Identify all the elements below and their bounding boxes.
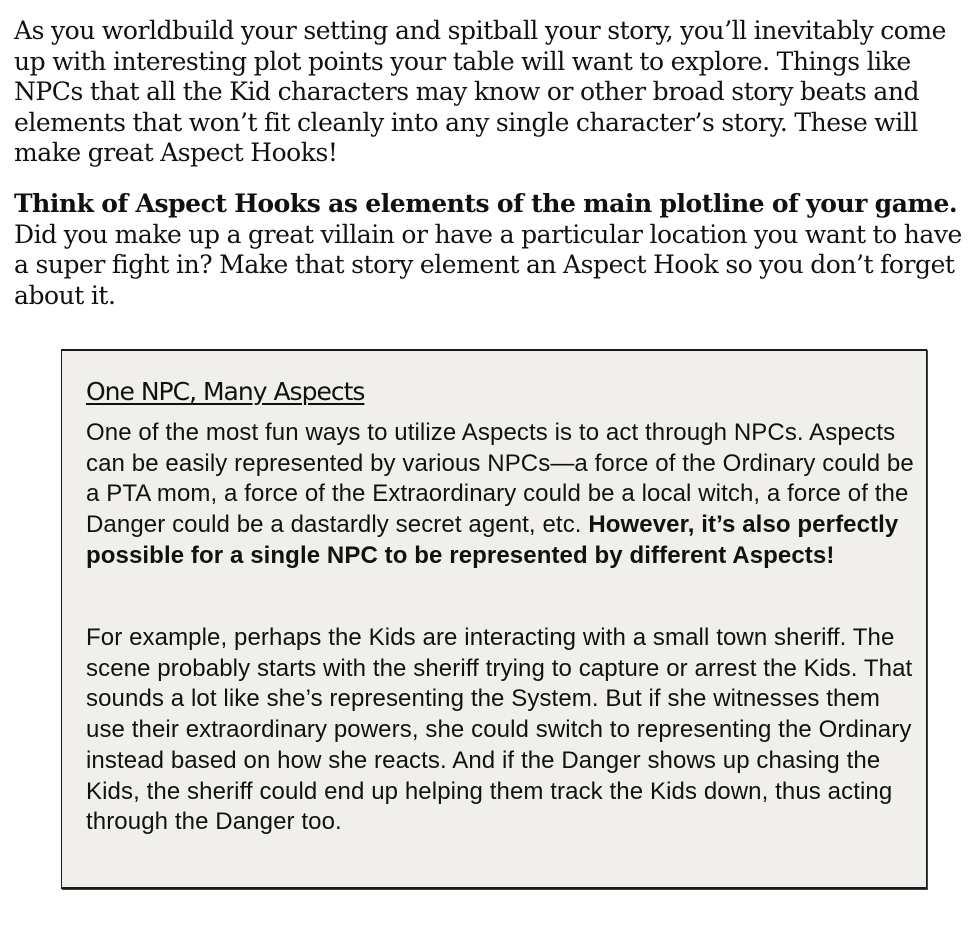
sidebar-paragraph-1-text: One of the most fun ways to utilize Aspects is to act through NPCs. Aspects can be easily represented by various NPCs—a force of the Ordinary could be a PTA mom, a force of the Extraordinary could be a local witch, a force of the Danger could be a dastardly secret agent, etc. xyxy=(86,419,914,539)
sidebar-box xyxy=(61,349,927,889)
intro-paragraph-1: As you worldbuild your setting and spitball your story, you’ll inevitably come up with interesting plot points your table will want to explore. Things like NPCs that all the Kid characters may know or other broad story beats and elements that won’t fit cleanly into any single character’s story. These will make great Aspect Hooks! xyxy=(14,16,947,167)
intro-paragraph-2-text: Did you make up a great villain or have a particular location you want to have a super fight in? Make that story element an Aspect Hook so you don’t forget about it. xyxy=(14,219,962,310)
sidebar-title: One NPC, Many Aspects xyxy=(86,377,365,406)
intro-paragraph-2-bold: Think of Aspect Hooks as elements of the main plotline of your game. xyxy=(14,189,958,218)
sidebar-paragraph-1 xyxy=(86,418,916,572)
intro-paragraph-2 xyxy=(14,189,964,311)
sidebar-paragraph-1-bold: However, it’s also perfectly possible for a single NPC to be represented by different Aspects! xyxy=(86,511,899,569)
sidebar-paragraph-2: For example, perhaps the Kids are interacting with a small town sheriff. The scene probably starts with the sheriff trying to capture or arrest the Kids. That sounds a lot like she’s representing the System. But if she witnesses them use their extraordinary powers, she could switch to representing the Ordinary instead based on how she reacts. And if the Danger shows up chasing the Kids, the sheriff could end up helping them track the Kids down, thus acting through the Danger too. xyxy=(86,624,913,836)
